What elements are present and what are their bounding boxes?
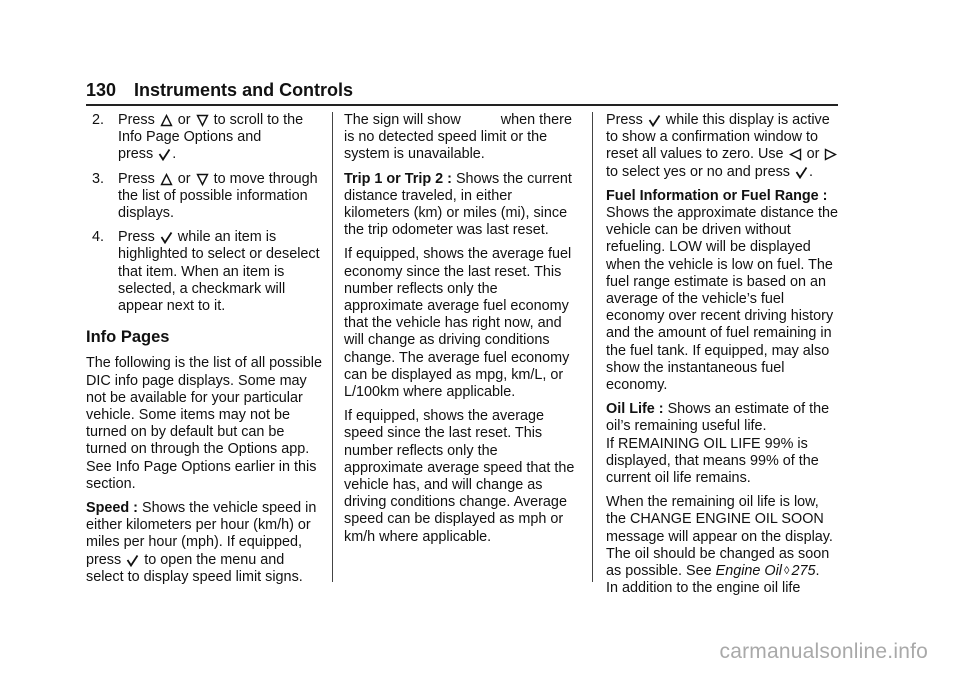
page-number: 130	[86, 80, 117, 100]
down-arrow-icon	[196, 114, 209, 127]
right-arrow-icon	[824, 148, 837, 161]
list-item-2: 2. Press or to scroll to the Info Page Options and press .	[92, 112, 304, 163]
oil-life-label: Oil Life :	[606, 401, 664, 418]
trip-label: Trip 1 or Trip 2 :	[344, 170, 452, 187]
speed-paragraph: Speed : Shows the vehicle speed in either kilometers per hour (km/h) or miles per hour (mph). If equipped, press to open the menu and select to display speed limit signs.	[86, 500, 317, 585]
fuel-info-label: Fuel Information or Fuel Range :	[606, 187, 828, 204]
speed-label: Speed :	[86, 500, 138, 517]
checkmark-icon	[126, 554, 139, 567]
info-pages-paragraph: The following is the list of all possible DIC info page displays. Some may not be available for your particular vehicle. Some items may not be turned on by default but can be turned on through the Options app. See Info Page Options earlier in this section.	[86, 355, 322, 492]
checkmark-icon	[648, 114, 661, 127]
section-title: Instruments and Controls	[134, 80, 354, 100]
info-pages-heading: Info Pages	[86, 328, 170, 347]
fuel-economy-paragraph: If equipped, shows the average fuel economy since the last reset. This number reflects only the approximate average fuel economy that the vehicle has right now, and will change as driving conditions change. The average fuel economy can be displayed as mpg, km/L, or L/100km where applicable.	[344, 246, 572, 401]
sign-paragraph: The sign will show when there is no detected speed limit or the system is unavailable.	[344, 112, 572, 163]
list-item-4: 4. Press while an item is highlighted to select or deselect that item. When an item is selected, a checkmark will appear next to it.	[92, 229, 320, 315]
list-item-3: 3. Press or to move through the list of possible information displays.	[92, 170, 318, 222]
page-ref[interactable]: 275	[791, 563, 816, 580]
column-divider-1	[332, 112, 333, 582]
down-arrow-icon	[196, 173, 209, 186]
checkmark-icon	[158, 148, 171, 161]
fuel-info-paragraph: Fuel Information or Fuel Range : Shows the approximate distance the vehicle can be driven without refueling. LOW will be displayed when the vehicle is low on fuel. The fuel range estimate is based on an average of the vehicle’s fuel economy over recent driving history and the amount of fuel remaining in the fuel tank. If equipped, may also show the instantaneous fuel economy.	[606, 187, 838, 394]
watermark: carmanualsonline.info	[719, 640, 928, 663]
engine-oil-link[interactable]: Engine Oil	[715, 563, 783, 580]
average-speed-paragraph: If equipped, shows the average speed since the last reset. This number reflects only the approximate average speed that the vehicle has, and will change as driving conditions change. Average speed can be displayed as mph or km/h where applicable.	[344, 408, 575, 545]
column-divider-2	[592, 112, 593, 582]
column-3	[606, 112, 840, 604]
column-2	[344, 112, 580, 553]
column-1	[86, 112, 322, 593]
oil-life-paragraph: Oil Life : Shows an estimate of the oil’s remaining useful life. If REMAINING OIL LIFE 99% is displayed, that means 99% of the current oil life remains.	[606, 401, 830, 487]
page-header	[86, 80, 353, 101]
checkmark-icon	[160, 231, 173, 244]
page-reference-icon: ◊	[784, 565, 790, 578]
oil-low-paragraph: When the remaining oil life is low, the CHANGE ENGINE OIL SOON message will appear on the display. The oil should be changed as soon as possible. See Engine Oil ◊ 275. In addition to the engine oil life	[606, 494, 833, 597]
reset-paragraph: Press while this display is active to show a confirmation window to reset all values to zero. Use or to select yes or no and press .	[606, 112, 840, 181]
trip-paragraph: Trip 1 or Trip 2 : Shows the current distance traveled, in either kilometers (km) or miles (mi), since the trip odometer was last reset.	[344, 170, 572, 239]
left-arrow-icon	[789, 148, 802, 161]
checkmark-icon	[795, 166, 808, 179]
up-arrow-icon	[160, 114, 173, 127]
up-arrow-icon	[160, 173, 173, 186]
header-rule	[86, 104, 838, 106]
